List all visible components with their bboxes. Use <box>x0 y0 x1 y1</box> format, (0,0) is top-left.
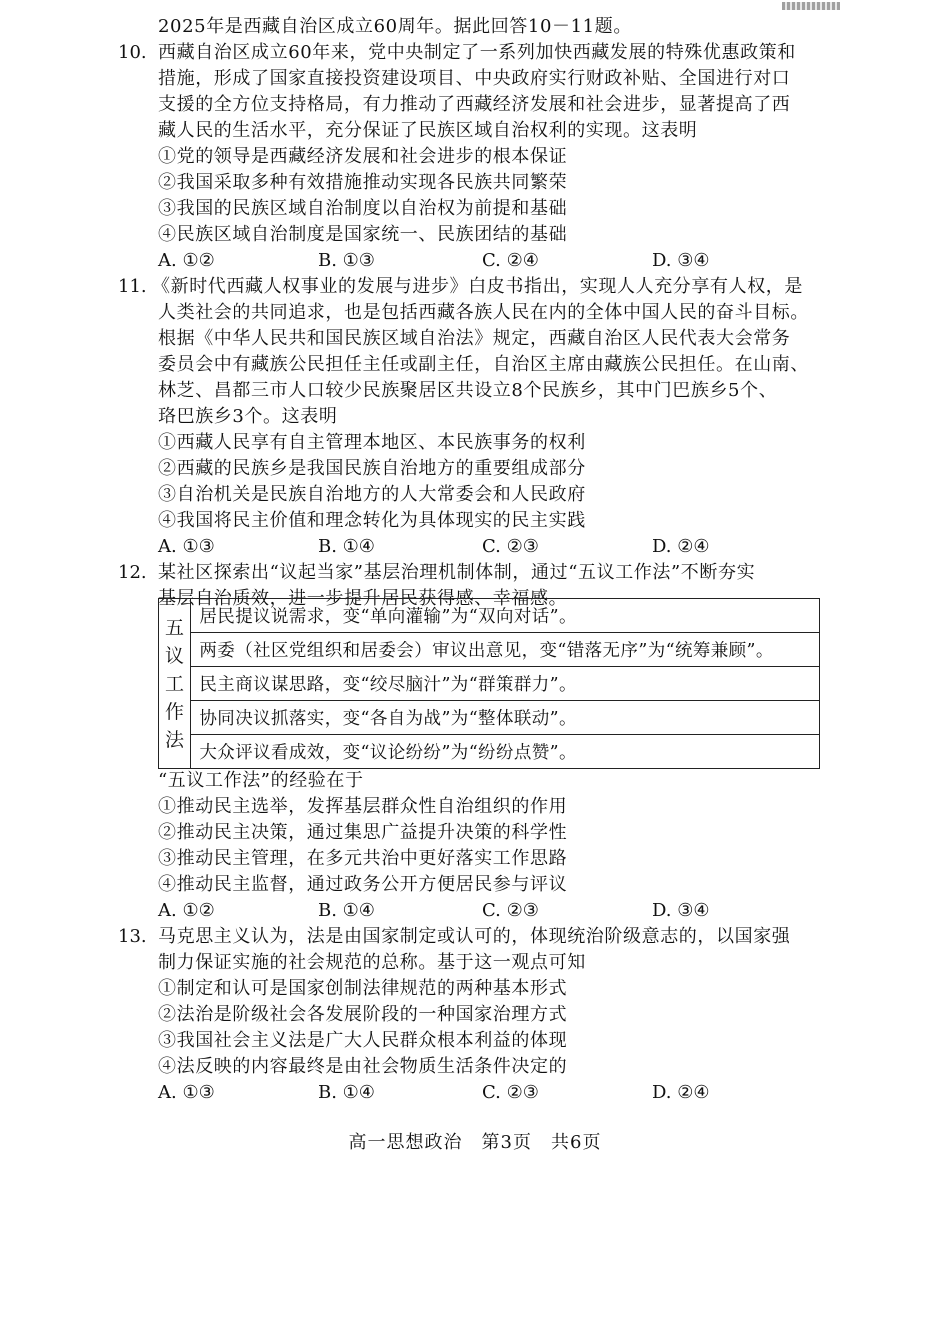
stem-line: 马克思主义认为，法是由国家制定或认可的，体现统治阶级意志的，以国家强 <box>158 926 791 947</box>
option-b[interactable]: B. ①④ <box>318 900 375 921</box>
statement: ④推动民主监督，通过政务公开方便居民参与评议 <box>158 874 568 895</box>
question-number: 10. <box>118 42 147 63</box>
statement: ①党的领导是西藏经济发展和社会进步的根本保证 <box>158 146 568 167</box>
option-b[interactable]: B. ①④ <box>318 536 375 557</box>
stem-line: 西藏自治区成立60年来，党中央制定了一系列加快西藏发展的特殊优惠政策和 <box>158 42 796 63</box>
statement: ④我国将民主价值和理念转化为具体现实的民主实践 <box>158 510 586 531</box>
stem-line: 支援的全方位支持格局，有力推动了西藏经济发展和社会进步，显著提高了西 <box>158 94 791 115</box>
stem-line: 珞巴族乡3个。这表明 <box>158 406 338 427</box>
stem-line: 委员会中有藏族公民担任主任或副主任，自治区主席由藏族公民担任。在山南、 <box>158 354 809 375</box>
side-char: 五 <box>165 616 185 639</box>
stem-line: 基层自治质效，进一步提升居民获得感、幸福感。 <box>158 588 568 609</box>
answer-options <box>158 248 758 274</box>
statement: ①西藏人民享有自主管理本地区、本民族事务的权利 <box>158 432 586 453</box>
option-d[interactable]: D. ②④ <box>652 1082 710 1103</box>
stem-line: 制力保证实施的社会规范的总称。基于这一观点可知 <box>158 952 586 973</box>
statement: ②法治是阶级社会各发展阶段的一种国家治理方式 <box>158 1004 568 1025</box>
statement: ②我国采取多种有效措施推动实现各民族共同繁荣 <box>158 172 568 193</box>
option-c[interactable]: C. ②④ <box>482 250 539 271</box>
table-cell: 居民提议说需求，变“单向灌输”为“双向对话”。 <box>191 599 820 633</box>
option-b[interactable]: B. ①③ <box>318 250 375 271</box>
stem-line: 《新时代西藏人权事业的发展与进步》白皮书指出，实现人人充分享有人权，是 <box>152 276 803 297</box>
option-d[interactable]: D. ③④ <box>652 250 710 271</box>
table-row <box>159 701 820 735</box>
option-a[interactable]: A. ①③ <box>158 1082 215 1103</box>
question-number: 13. <box>118 926 147 947</box>
option-c[interactable]: C. ②③ <box>482 900 539 921</box>
side-char: 作 <box>165 700 185 723</box>
table-cell: 协同决议抓落实，变“各自为战”为“整体联动”。 <box>191 701 820 735</box>
table-cell: 大众评议看成效，变“议论纷纷”为“纷纷点赞”。 <box>191 735 820 769</box>
statement: ④法反映的内容最终是由社会物质生活条件决定的 <box>158 1056 568 1077</box>
side-char: 议 <box>165 644 185 667</box>
stem-line: 措施，形成了国家直接投资建设项目、中央政府实行财政补贴、全国进行对口 <box>158 68 791 89</box>
option-c[interactable]: C. ②③ <box>482 1082 539 1103</box>
option-a[interactable]: A. ①② <box>158 900 215 921</box>
scan-stamp <box>782 2 840 10</box>
option-c[interactable]: C. ②③ <box>482 536 539 557</box>
page-footer: 高一思想政治 第3页 共6页 <box>348 1132 602 1153</box>
statement: ④民族区域自治制度是国家统一、民族团结的基础 <box>158 224 568 245</box>
option-a[interactable]: A. ①③ <box>158 536 215 557</box>
option-b[interactable]: B. ①④ <box>318 1082 375 1103</box>
option-a[interactable]: A. ①② <box>158 250 215 271</box>
statement: ③推动民主管理，在多元共治中更好落实工作思路 <box>158 848 568 869</box>
statement: ③我国社会主义法是广大人民群众根本利益的体现 <box>158 1030 568 1051</box>
answer-options <box>158 1080 758 1106</box>
table-row <box>159 633 820 667</box>
table-side-label <box>159 599 191 769</box>
table-cell: 民主商议谋思路，变“绞尽脑汁”为“群策群力”。 <box>191 667 820 701</box>
question-number: 11. <box>118 276 147 297</box>
table-cell: 两委（社区党组织和居委会）审议出意见，变“错落无序”为“统筹兼顾”。 <box>191 633 820 667</box>
table-row <box>159 667 820 701</box>
stem-line: 根据《中华人民共和国民族区域自治法》规定，西藏自治区人民代表大会常务 <box>158 328 791 349</box>
statement: ③自治机关是民族自治地方的人大常委会和人民政府 <box>158 484 586 505</box>
answer-options <box>158 898 758 924</box>
statement: ③我国的民族区域自治制度以自治权为前提和基础 <box>158 198 568 219</box>
five-methods-table <box>158 598 820 769</box>
statement: ①制定和认可是国家创制法律规范的两种基本形式 <box>158 978 568 999</box>
side-char: 法 <box>165 728 185 751</box>
stem-line: 某社区探索出“议起当家”基层治理机制体制，通过“五议工作法”不断夯实 <box>158 562 756 583</box>
question-prompt: “五议工作法”的经验在于 <box>158 770 364 791</box>
question-number: 12. <box>118 562 147 583</box>
option-d[interactable]: D. ②④ <box>652 536 710 557</box>
statement: ②西藏的民族乡是我国民族自治地方的重要组成部分 <box>158 458 586 479</box>
answer-options <box>158 534 758 560</box>
intro-text: 2025年是西藏自治区成立60周年。据此回答10－11题。 <box>158 16 632 37</box>
stem-line: 人类社会的共同追求，也是包括西藏各族人民在内的全体中国人民的奋斗目标。 <box>158 302 809 323</box>
statement: ①推动民主选举，发挥基层群众性自治组织的作用 <box>158 796 568 817</box>
table-row <box>159 599 820 633</box>
option-d[interactable]: D. ③④ <box>652 900 710 921</box>
stem-line: 藏人民的生活水平，充分保证了民族区域自治权利的实现。这表明 <box>158 120 698 141</box>
side-char: 工 <box>165 672 185 695</box>
table-row <box>159 735 820 769</box>
stem-line: 林芝、昌都三市人口较少民族聚居区共设立8个民族乡，其中门巴族乡5个、 <box>158 380 778 401</box>
statement: ②推动民主决策，通过集思广益提升决策的科学性 <box>158 822 568 843</box>
